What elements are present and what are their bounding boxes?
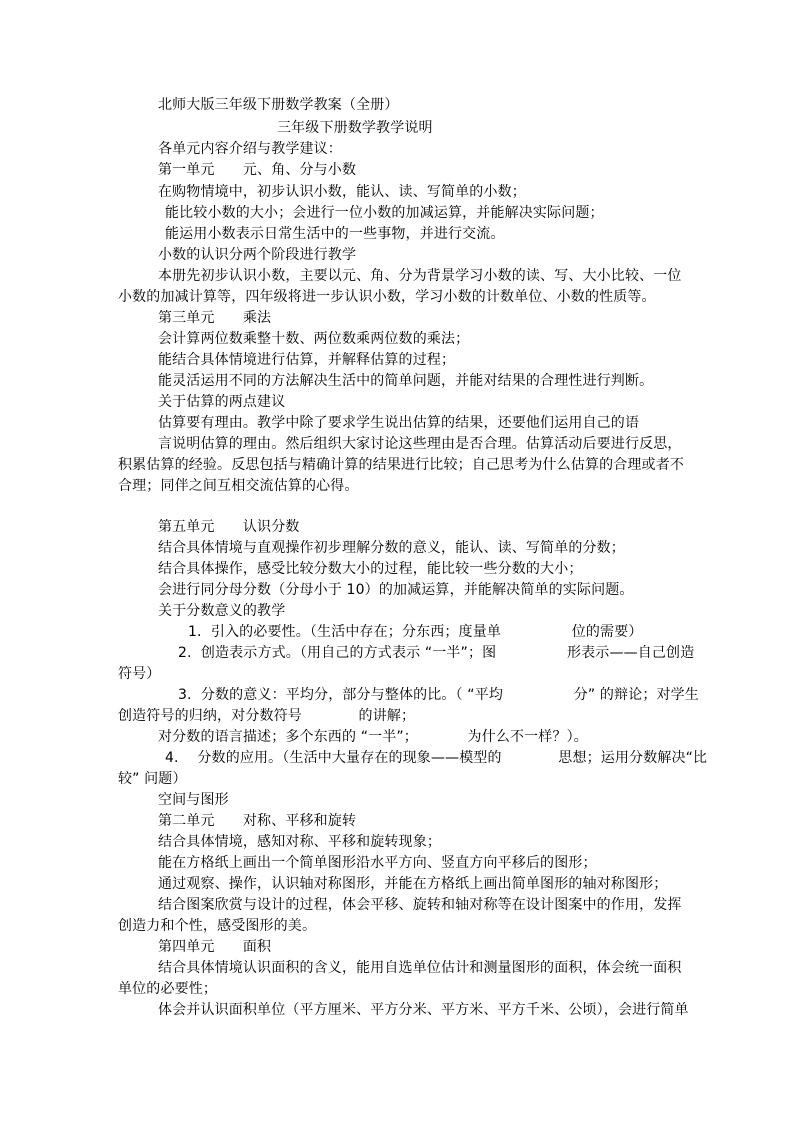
paragraph-line: 估算要有理由。教学中除了要求学生说出估算的结果，还要他们运用自己的语 (158, 415, 640, 431)
paragraph-line: 结合具体情境，感知对称、平移和旋转现象； (158, 834, 441, 850)
paragraph-line: 结合具体情境认识面积的含义，能用自选单位估计和测量图形的面积，体会统一面积 (158, 960, 682, 976)
numbered-item: 4. 分数的应用。（生活中大量存在的现象——模型的 思想；运用分数解决“比 (165, 750, 708, 766)
paragraph-line: 能运用小数表示日常生活中的一些事物，并进行交流。 (165, 226, 505, 242)
numbered-item: 2. 创造表示方式。（用自己的方式表示 “一半”；图 形表示——自己创造 (178, 645, 695, 661)
unit-heading: 第三单元 乘法 (158, 310, 272, 326)
paragraph-line: 创造力和个性，感受图形的美。 (118, 918, 317, 934)
numbered-item: 1. 引入的必要性。（生活中存在；分东西；度量单 位的需要） (188, 624, 643, 640)
paragraph-line: 符号） (118, 666, 161, 682)
section-heading: 空间与图形 (158, 792, 229, 808)
paragraph-line: 在购物情境中，初步认识小数，能认、读、写简单的小数； (158, 184, 526, 200)
paragraph-line: 结合图案欣赏与设计的过程，体会平移、旋转和轴对称等在设计图案中的作用，发挥 (158, 897, 682, 913)
paragraph-line: 结合具体情境与直观操作初步理解分数的意义，能认、读、写简单的分数； (158, 540, 625, 556)
paragraph-line: 能在方格纸上画出一个简单图形沿水平方向、竖直方向平移后的图形； (158, 855, 597, 871)
paragraph-line: 言说明估算的理由。然后组织大家讨论这些理由是否合理。估算活动后要进行反思， (158, 436, 682, 452)
paragraph-line: 合理；同伴之间互相交流估算的心得。 (118, 478, 359, 494)
paragraph-line: 单位的必要性； (118, 981, 218, 997)
unit-heading: 第一单元 元、角、分与小数 (158, 162, 357, 178)
paragraph-line: 会进行同分母分数（分母小于 10）的加减运算，并能解决简单的实际问题。 (158, 582, 634, 598)
paragraph-line: 积累估算的经验。反思包括与精确计算的结果进行比较；自己思考为什么估算的合理或者不 (118, 457, 684, 473)
paragraph-line: 通过观察、操作，认识轴对称图形，并能在方格纸上画出简单图形的轴对称图形； (158, 876, 668, 892)
unit-heading: 第五单元 认识分数 (158, 519, 300, 535)
section-heading: 三年级下册数学教学说明 (277, 120, 433, 136)
numbered-item: 3. 分数的意义：平均分，部分与整体的比。（ “平均 分” 的辩论；对学生 (178, 687, 699, 703)
document-title: 北师大版三年级下册数学教案（全册） (158, 97, 399, 113)
paragraph-line: 对分数的语言描述；多个东西的 “一半”； 为什么不一样？）。 (158, 729, 588, 745)
paragraph-line: 创造符号的归纳，对分数符号 的讲解； (118, 708, 416, 724)
subheading: 关于估算的两点建议 (158, 394, 286, 410)
paragraph-line: 能结合具体情境进行估算，并解释估算的过程； (158, 352, 456, 368)
paragraph-line: 结合具体操作，感受比较分数大小的过程，能比较一些分数的大小； (158, 561, 583, 577)
paragraph-line: 能比较小数的大小；会进行一位小数的加减运算，并能解决实际问题； (165, 205, 604, 221)
subheading: 小数的认识分两个阶段进行教学 (158, 247, 357, 263)
paragraph-line: 较” 问题） (118, 771, 187, 787)
paragraph-line: 小数的加减计算等，四年级将进一步认识小数，学习小数的计数单位、小数的性质等。 (118, 289, 656, 305)
unit-heading: 第四单元 面积 (158, 939, 272, 955)
paragraph-line: 体会并认识面积单位（平方厘米、平方分米、平方米、平方千米、公顷），会进行简单 (158, 1002, 689, 1018)
paragraph-line: 能灵活运用不同的方法解决生活中的简单问题，并能对结果的合理性进行判断。 (158, 373, 654, 389)
subheading: 关于分数意义的教学 (158, 603, 286, 619)
section-heading: 各单元内容介绍与教学建议： (158, 141, 342, 157)
paragraph-line: 本册先初步认识小数，主要以元、角、分为背景学习小数的读、写、大小比较、一位 (158, 268, 682, 284)
unit-heading: 第二单元 对称、平移和旋转 (158, 813, 357, 829)
paragraph-line: 会计算两位数乘整十数、两位数乘两位数的乘法； (158, 331, 470, 347)
